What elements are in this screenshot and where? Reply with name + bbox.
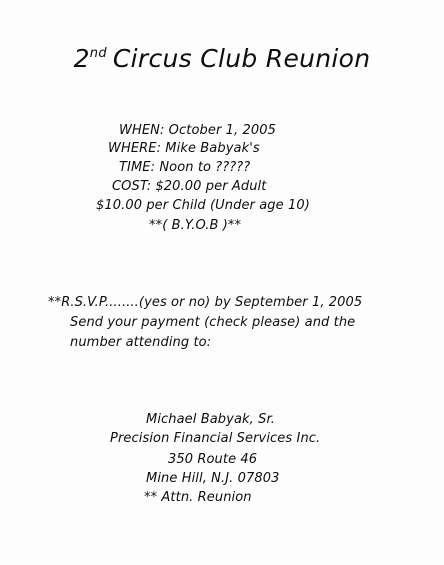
title-ordinal-suffix: nd xyxy=(89,46,107,61)
rsvp-line: **R.S.V.P........(yes or no) by September 1, 2005 xyxy=(48,295,363,310)
byob-line: **( B.Y.O.B )** xyxy=(149,218,242,233)
address-attention: ** Attn. Reunion xyxy=(144,490,252,505)
address-street: 350 Route 46 xyxy=(168,452,258,467)
title-ordinal-number: 2 xyxy=(73,44,90,73)
attending-instruction-line: number attending to: xyxy=(70,335,212,350)
when-line: WHEN: October 1, 2005 xyxy=(119,123,276,138)
title-text: Circus Club Reunion xyxy=(112,44,371,73)
time-line: TIME: Noon to ????? xyxy=(119,160,251,175)
where-line: WHERE: Mike Babyak's xyxy=(108,141,260,156)
address-name: Michael Babyak, Sr. xyxy=(146,412,275,427)
payment-instruction-line: Send your payment (check please) and the xyxy=(70,315,356,330)
child-cost-line: $10.00 per Child (Under age 10) xyxy=(96,198,310,213)
cost-line: COST: $20.00 per Adult xyxy=(112,179,267,194)
address-city: Mine Hill, N.J. 07803 xyxy=(146,471,280,486)
address-company: Precision Financial Services Inc. xyxy=(110,431,321,446)
page-title xyxy=(0,44,444,79)
